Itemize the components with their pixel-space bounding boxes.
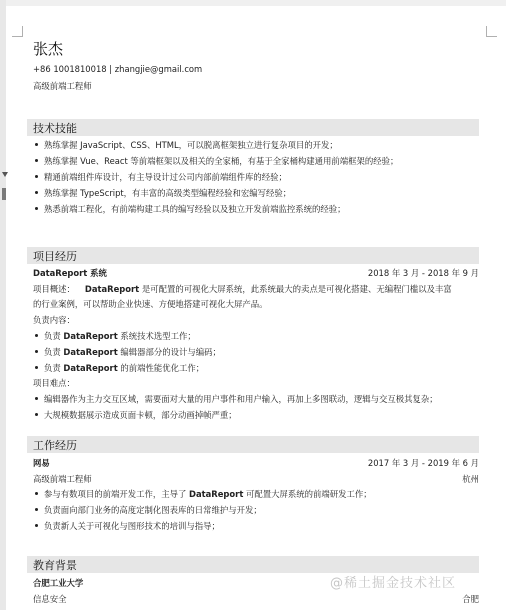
skill-item: 精通前端组件库设计，有主导设计过公司内部前端组件库的经验； — [33, 170, 479, 185]
bullet-icon — [35, 143, 38, 146]
site-watermark: @稀土掘金技术社区 — [330, 576, 457, 591]
ruler-margin-marker[interactable] — [2, 188, 6, 200]
project-period: 2018 年 3 月 - 2018 年 9 月 — [367, 268, 479, 278]
project-overview: 项目概述： DataReport 是可配置的可视化大屏系统，此系统最大的卖点是可视化搭建、无编程门槛以及丰富 — [33, 284, 452, 294]
margin-corner-top-left — [12, 26, 23, 37]
difficulties-label: 项目难点： — [33, 378, 75, 388]
duty-item: 负责 DataReport 编辑器部分的设计与编码； — [33, 345, 479, 360]
section-title: 项目经历 — [33, 249, 77, 263]
school-name: 合肥工业大学 — [33, 578, 84, 588]
work-section-header — [27, 436, 479, 453]
projects-section-header — [27, 247, 479, 264]
page-top-edge — [0, 0, 506, 6]
major-row — [33, 592, 479, 607]
candidate-role: 高级前端工程师 — [33, 81, 92, 91]
skill-item: 熟练掌握 TypeScript，有丰富的高级类型编程经验和宏编写经验； — [33, 186, 479, 201]
contact-info: +86 1001810018 | zhangjie@gmail.com — [33, 64, 203, 74]
bullet-icon — [35, 366, 38, 369]
bullet-icon — [35, 207, 38, 210]
difficulty-item: 编辑器作为主力交互区域，需要面对大量的用户事件和用户输入，再加上多图联动，逻辑与交互极其复杂； — [33, 392, 479, 407]
duties-label: 负责内容： — [33, 315, 75, 325]
bullet-icon — [35, 191, 38, 194]
company-name: 网易 — [33, 458, 50, 468]
bullet-icon — [35, 350, 38, 353]
project-heading — [33, 266, 479, 281]
skill-item: 熟悉前端工程化，有前端构建工具的编写经验以及独立开发前端监控系统的经验； — [33, 202, 479, 217]
margin-corner-top-right — [486, 26, 497, 37]
bullet-icon — [35, 175, 38, 178]
work-city: 杭州 — [462, 474, 479, 484]
skills-section-header — [27, 119, 479, 136]
work-position: 高级前端工程师 — [33, 474, 92, 484]
work-position-row — [33, 472, 479, 487]
duty-item: 负责 DataReport 系统技术选型工作； — [33, 329, 479, 344]
skill-item: 熟练掌握 Vue、React 等前端框架以及相关的全家桶，有基于全家桶构建通用前端框架的经验； — [33, 154, 479, 169]
duty-item: 负责 DataReport 的前端性能优化工作； — [33, 361, 479, 376]
work-item: 参与有数项目的前端开发工作，主导了 DataReport 可配置大屏系统的前端研发工作； — [33, 487, 479, 502]
section-title: 工作经历 — [33, 438, 77, 452]
project-overview-cont: 的行业案例，可以帮助企业快速、方便地搭建可视化大屏产品。 — [33, 299, 268, 309]
school-city: 合肥 — [462, 594, 479, 604]
section-title: 技术技能 — [33, 121, 77, 135]
work-period: 2017 年 3 月 - 2019 年 6 月 — [367, 458, 479, 468]
ruler-indent-marker[interactable] — [2, 172, 8, 177]
bullet-icon — [35, 524, 38, 527]
bullet-icon — [35, 159, 38, 162]
project-name: DataReport 系统 — [33, 268, 107, 278]
skill-item: 熟练掌握 JavaScript、CSS、HTML，可以脱离框架独立进行复杂项目的开发； — [33, 138, 479, 153]
vertical-ruler — [0, 0, 6, 610]
section-title: 教育背景 — [33, 558, 77, 572]
candidate-name: 张杰 — [33, 40, 64, 58]
bullet-icon — [35, 508, 38, 511]
education-section-header — [27, 556, 479, 573]
work-item: 负责新人关于可视化与图形技术的培训与指导； — [33, 519, 479, 534]
bullet-icon — [35, 492, 38, 495]
bullet-icon — [35, 334, 38, 337]
work-item: 负责面向部门业务的高度定制化图表库的日常维护与开发； — [33, 503, 479, 518]
bullet-icon — [35, 397, 38, 400]
major: 信息安全 — [33, 594, 67, 604]
bullet-icon — [35, 413, 38, 416]
difficulty-item: 大规模数据展示造成页面卡顿，部分动画掉帧严重； — [33, 408, 479, 423]
work-heading — [33, 456, 479, 471]
